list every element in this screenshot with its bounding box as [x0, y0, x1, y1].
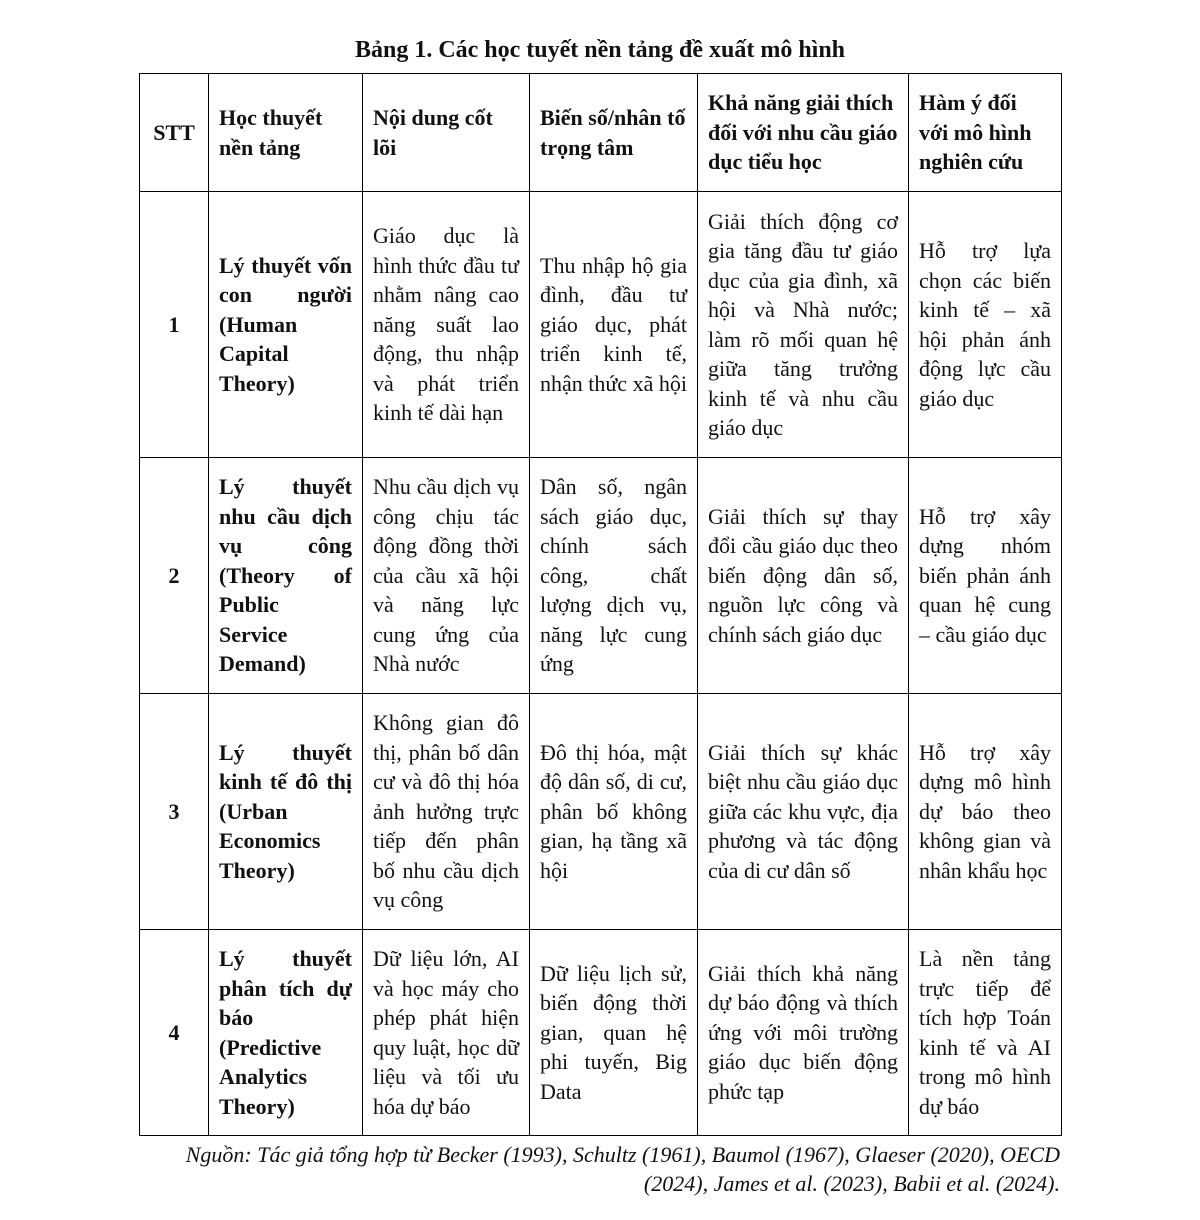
cell-variables: Dữ liệu lịch sử, biến động thời gian, quan hệ phi tuyến, Big Data — [530, 930, 698, 1136]
theory-table — [139, 73, 1062, 1136]
cell-theory: Lý thuyết vốn con người (Human Capital Theory) — [209, 192, 363, 458]
cell-explanation: Giải thích khả năng dự báo động và thích ứng với môi trường giáo dục biến động phức tạp — [698, 930, 909, 1136]
cell-stt: 4 — [140, 930, 209, 1136]
cell-implication: Hỗ trợ lựa chọn các biến kinh tế – xã hội phản ánh động lực cầu giáo dục — [909, 192, 1062, 458]
cell-theory: Lý thuyết nhu cầu dịch vụ công (Theory of Public Service Demand) — [209, 458, 363, 694]
cell-implication: Là nền tảng trực tiếp để tích hợp Toán kinh tế và AI trong mô hình dự báo — [909, 930, 1062, 1136]
cell-variables: Đô thị hóa, mật độ dân số, di cư, phân bố không gian, hạ tầng xã hội — [530, 694, 698, 930]
cell-core-content: Nhu cầu dịch vụ công chịu tác động đồng thời của cầu xã hội và năng lực cung ứng của Nhà nước — [363, 458, 530, 694]
header-variables: Biến số/nhân tố trọng tâm — [530, 74, 698, 192]
cell-stt: 3 — [140, 694, 209, 930]
cell-explanation: Giải thích sự khác biệt nhu cầu giáo dục giữa các khu vực, địa phương và tác động của di cư dân số — [698, 694, 909, 930]
table-row — [140, 458, 1062, 694]
cell-variables: Thu nhập hộ gia đình, đầu tư giáo dục, phát triển kinh tế, nhận thức xã hội — [530, 192, 698, 458]
table-row — [140, 192, 1062, 458]
cell-theory: Lý thuyết kinh tế đô thị (Urban Economics Theory) — [209, 694, 363, 930]
cell-explanation: Giải thích động cơ gia tăng đầu tư giáo dục của gia đình, xã hội và Nhà nước; làm rõ mối quan hệ giữa tăng trưởng kinh tế và nhu cầu giáo dục — [698, 192, 909, 458]
header-core-content: Nội dung cốt lõi — [363, 74, 530, 192]
table-caption: Bảng 1. Các học tuyết nền tảng đề xuất mô hình — [354, 37, 846, 63]
header-explanation: Khả năng giải thích đối với nhu cầu giáo dục tiểu học — [698, 74, 909, 192]
cell-core-content: Dữ liệu lớn, AI và học máy cho phép phát hiện quy luật, học dữ liệu và tối ưu hóa dự báo — [363, 930, 530, 1136]
source-note: Nguồn: Tác giả tổng hợp từ Becker (1993), Schultz (1961), Baumol (1967), Glaeser (2020), OECD (2024), James et al. (2023), Babii et al. (2024). — [185, 1142, 1060, 1196]
table-header-row — [140, 74, 1062, 192]
cell-implication: Hỗ trợ xây dựng mô hình dự báo theo không gian và nhân khẩu học — [909, 694, 1062, 930]
header-theory: Học thuyết nền tảng — [209, 74, 363, 192]
table-row — [140, 930, 1062, 1136]
cell-core-content: Không gian đô thị, phân bố dân cư và đô thị hóa ảnh hưởng trực tiếp đến phân bố nhu cầu dịch vụ công — [363, 694, 530, 930]
cell-core-content: Giáo dục là hình thức đầu tư nhằm nâng cao năng suất lao động, thu nhập và phát triển kinh tế dài hạn — [363, 192, 530, 458]
header-stt: STT — [140, 74, 209, 192]
cell-stt: 1 — [140, 192, 209, 458]
cell-theory: Lý thuyết phân tích dự báo (Predictive Analytics Theory) — [209, 930, 363, 1136]
table-row — [140, 694, 1062, 930]
cell-explanation: Giải thích sự thay đổi cầu giáo dục theo biến động dân số, nguồn lực công và chính sách giáo dục — [698, 458, 909, 694]
cell-variables: Dân số, ngân sách giáo dục, chính sách công, chất lượng dịch vụ, năng lực cung ứng — [530, 458, 698, 694]
cell-implication: Hỗ trợ xây dựng nhóm biến phản ánh quan hệ cung – cầu giáo dục — [909, 458, 1062, 694]
header-implication: Hàm ý đối với mô hình nghiên cứu — [909, 74, 1062, 192]
cell-stt: 2 — [140, 458, 209, 694]
